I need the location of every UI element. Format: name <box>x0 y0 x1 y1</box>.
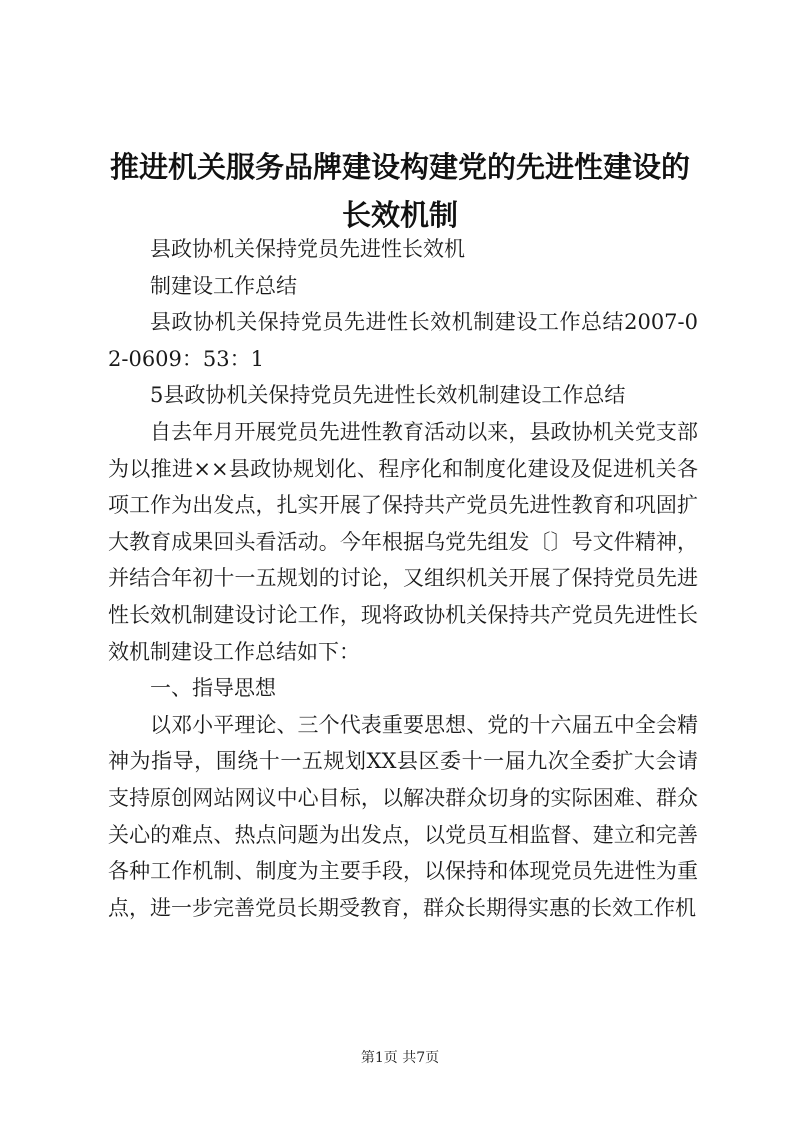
paragraph-heading-repeat: 5县政协机关保持党员先进性长效机制建设工作总结 <box>150 383 626 408</box>
paragraph-subtitle-line-2: 制建设工作总结 <box>150 273 297 298</box>
page-number: 第1页 共7页 <box>360 1050 440 1066</box>
paragraph-intro: 自去年月开展党员先进性教育活动以来，县政协机关党支部为以推进××县政协规划化、程序化和制度化建设及促进机关各项工作为出发点，扎实开展了保持共产党员先进性教育和巩固扩大教育成果回头看活动。今年根据乌党先组发〔〕号文件精神，并结合年初十一五规划的讨论，又组织机关开展了保持党员先进性长效机制建设讨论工作，现将政协机关保持共产党员先进性长效机制建设工作总结如下： <box>108 419 698 664</box>
document-body <box>108 231 698 926</box>
document-title <box>60 143 740 239</box>
title-line-2: 长效机制 <box>341 198 458 232</box>
paragraph-dateline: 县政协机关保持党员先进性长效机制建设工作总结2007-02-0609：53：1 <box>108 310 698 371</box>
section-heading-guiding-ideology: 一、指导思想 <box>150 676 276 701</box>
paragraph-guiding-ideology: 以邓小平理论、三个代表重要思想、党的十六届五中全会精神为指导，围绕十一五规划XX县区委十一届九次全委扩大会请支持原创网站网议中心目标，以解决群众切身的实际困难、群众关心的难点、热点问题为出发点，以党员互相监督、建立和完善各种工作机制、制度为主要手段，以保持和体现党员先进性为重点，进一步完善党员长期受教育，群众长期得实惠的长效工作机 <box>108 712 698 920</box>
paragraph-subtitle-line-1: 县政协机关保持党员先进性长效机 <box>150 237 465 261</box>
title-line-1: 推进机关服务品牌建设构建党的先进性建设的 <box>109 150 690 184</box>
